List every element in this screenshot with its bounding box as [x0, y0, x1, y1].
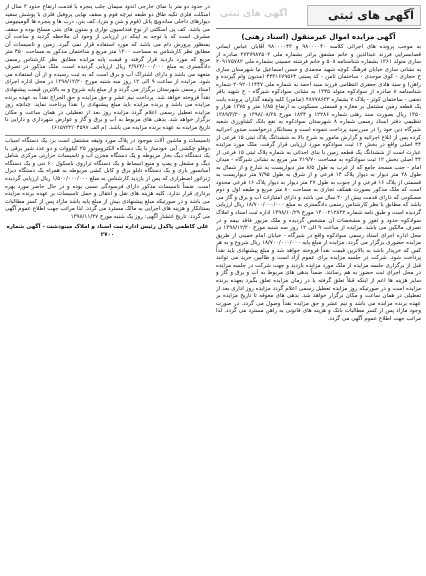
ad-body-left-top: در حدود دو متر با نمای خارجی اندود سیمان جلب پنجره با قدمت ارتفاع حدود ۳ سال از اسکلت فلزی تکیه طاق دو طبقه تیرچه فوم و سقف نهایی پروفیل فلزی با پوشش سفید دیوارهای داخلی ساندویچ پانل (فوم و شن و بتن)، کف بتن، درب ها و پنجره ها آلومینیومی می باشد. کف پی اسکلتی از نوع فنداسیون نواری و ستون های بتنی مسلح بوده و سقف مشرف است که با توجه به اینکه در ارزیابی از وجود آن ملاحظه گردید و ساخت آن بمنظور پرورش دام می باشد که مورد استفاده قرار نمی گیرد. زمین و تاسیسات آن مطابق نظر کارشناس به مساحت ۱۲۰۰ متر مربع و ساختمان مذکور به مساحت ۴۵۰ متر مربع که مورد بازدید قرار گرفته و قیمت پایه مزایده مطابق نظر کارشناس رسمی دادگستری به مبلغ ۲/۹۶۴/۰۰۰/۰۰۰ ریال ارزیابی گردیده است. ملک مذکور در تصرف متعهد می باشد و دارای اشتراک آب و برق است که به ثبت رسیده و از آن استفاده می شود. مزایده از ساعت ۹ الی ۱۲ روز سه شنبه مورخ ۱۳۹۸/۱۲/۲۰ در محل اداره اجرای اسناد رسمی شهرستان برگزار می گردد و از مبلغ پایه شروع و به بالاترین قیمت پیشنهادی نقداً فروخته خواهد شد. پرداخت نیم عشر و حق مزایده و حق الحراج نقداً به عهده برنده مزایده می باشد و برنده مزایده باید مبلغ پیشنهادی را نقداً پرداخت نماید. چنانچه روز مزایده تعطیل رسمی اعلام گردد مزایده روز بعد از تعطیلی در همان ساعت و مکان برگزار خواهد شد. بدهی های مربوط به آب و برق و گاز و عوارض شهرداری و دارایی تا تاریخ مزایده به عهده برنده مزایده می باشد. (م الف ۶۱۵۷۳۲/۰۴۵۹۷): [5, 4, 210, 131]
left-column: [5, 4, 210, 570]
ad-title: آگهی مزایده اموال غیرمنقول (اسناد رهنی): [241, 32, 396, 41]
signature: علی کاظمی پاکدل رئیس اداره ثبت اسناد و املاک مینودشت - آگهی شماره ۲۷۰۰: [6, 224, 209, 238]
section-title: آگهی های ثبتی: [327, 8, 414, 22]
ad-body-right: به موجب پرونده های اجرائی کلاسه ۹۸۰۰۰۰۴۰ و ۹۸۰۰۰۰۴۳ آقایان عباس ایمانی قصابسرایی فرزند عبدالدین و خانم مشفق برادر بشماره ملی ۲۷۳۷۹۸۲۵۰۲ صادره از ساری متولد ۱۳۶۱ بشماره شناسنامه ۵۰۸ و خانم فرشته حسینی بشماره ملی ۲۰۹۱۷۵۷۸۲ به نشانی ساری خیابان فرهنگ کوچه شهید محمدی و حسن اسماعیل نیا شهرستان ساری خ حجازی - کوی موحدی - ساختمان ثامن - کد پستی ۴۴۳۱۶۷۹۵۶۴ (مدیون وام گیرنده و راهن) و سید هادی جعفری انتظامی فرزند سید احمد به شماره ملی ۲۰۹۲۰۱۱۴۴۷ شماره شناسنامه ۸ صادره از سوادکوه متولد ۱۳۴۵ به نشانی سوادکوه شیرگاه - خ شهید باقر نجفی - ساختمان کوثر - پلاک ۷ بشماره ۴۸۷۷۸۶۳۳ (ضامن) کلیه وثیقه گذاران پرونده بابت یک قطعه زمین مشتمل بر مغازه و قسمتی مسکونی به ارتفاع ۱/۸۵ متر و ۱۳۷۵ هزار و ۱۳۵۰ ریال بصورت سند رهنی شماره ۱۲۲۸۶ و ۱۸۳۴ مورخ ۱۳۹۸/۰۸/۲۸ و ۱۳۸۹/۳/۲۰ تنظیمی دفتر اسناد رسمی شماره ۸ شهرستان سوادکوه به نفع بانک کشاورزی شعبه شیرگاه دین خود را در سررسید پرداخت ننموده است و بستانکار درخواست صدور اجرائیه کرده پس از ابلاغ اجرائیه و گزارش مامور به شرح بالا به ششدانگ پلاک ثبتی ۱۵ فرعی از ۴۴ اصلی واقع در بخش ۱۲ ثبت سوادکوه مورد ارزیابی قرار گرفت. ملک مورد مزایده عبارت است از ششدانگ یک قطعه زمین با بنای احداثی به شماره پلاک ثبتی ۱۵ فرعی از ۴۴ اصلی بخش ۱۲ ثبت سوادکوه به مساحت ۲۱۹/۷۰ متر مربع به نشانی شیرگاه - میدان امام - جنب مسجد جامع که از غرب به طول ۸/۵ متر دیواریست به شارع و از شمال به طول ۲۸ متر دیوار به دیوار پلاک ۱۴ فرعی و از شرق به طول ۷/۹۵ متر دیواریست به قسمتی از پلاک ۱۶ فرعی و از جنوب به طول ۲۷ متر دیوار به دیوار پلاک ۱۶ فرعی محدود است که ملک مذکور بصورت همکف تجاری به مساحت ۸۰ متر مربع و طبقه اول و دوم مسکونی که دارای قدمت بیش از ۲۰ سال می باشد و دارای امتیازات آب و برق و گاز می باشد که مطابق با نظر کارشناس رسمی دادگستری به مبلغ ۱۸/۷۰۰/۰۰۰/۰۰۰ ریال ارزیابی گردیده است و طبق نامه شماره ۱۴۰۰۲۱۲۸۳۲ مورخ ۱۳۹۸/۱۰/۲۹ اداره ثبت اسناد و املاک سوادکوه حدود و ثغور و مشخصات آن مشخص گردیده و ملک مزبور فاقد بیمه و در تصرف مالکین می باشد. مزایده از ساعت ۹ الی ۱۲ روز سه شنبه مورخ ۱۳۹۸/۱۲/۲۰ در محل اداره اجرای اسناد رسمی سوادکوه واقع در شیرگاه - خیابان امام خمینی از طریق مزایده حضوری برگزار می گردد. مزایده از مبلغ پایه ۱۸/۷۰۰/۰۰۰/۰۰۰ ریال شروع و به هر کس که خریدار باشد به بالاترین قیمت نقداً فروخته خواهد شد و مبلغ پیشنهادی باید نقداً پرداخت شود. شرکت در جلسه مزایده برای عموم آزاد است و طالبین خرید می توانند قبل از برگزاری جلسه مزایده از ملک مورد مزایده بازدید و جهت شرکت در جلسه مزایده در محل اجرای ثبت حضور به هم رسانند. ضمناً بدهی های مربوط به آب و برق و گاز و سایر هزینه ها اعم از اینکه قبلاً تعلق گرفته یا در زمان مزایده تعلق بگیرد بعهده برنده مزایده است و در صورتیکه روز مزایده تعطیل رسمی اعلام گردد مزایده روز اداری بعد از تعطیلی در همان ساعت و مکان برگزار خواهد شد. بدهی های معوقه تا تاریخ مزایده بر عهده برنده مزایده می باشد و نیم عشر و حق مزایده نقداً وصول می گردد. در صورت وجود مازاد پس از کسر مطالبات بانک و هزینه های قانونی به راهن مسترد می گردد. لذا مراتب جهت اطلاع عموم آگهی می گردد.: [216, 44, 421, 322]
columns: [5, 4, 421, 570]
header-title-box: [307, 5, 421, 26]
section-header: [216, 4, 421, 29]
ad-body-left-bottom: تاسیسات و ماشین آلات موجود در پلاک مورد وثیقه مشتمل است بر: یک دستگاه اسیاب دوقلو چکشی آبی خودساز با یک دستگاه الکتروموتور ۲۵ کیلووات و دو عدد شیر برقی با یک دستگاه دیگ بخار مربوطه و یک دستگاه مخزن آب و تاسیسات حرارتی مرکزی شامل دیگ و مشعل و پمپ و منبع انبساط و یک دستگاه ترازوی باسکول ۶۰ تنی و یک دستگاه آسانسور باری و یک دستگاه تابلو برق و کابل کشی مربوطه به همراه یک دستگاه دیزل ژنراتور اضطراری که پس از بازدید کارشناس به مبلغ ۱/۵۰۰/۰۰۰/۰۰۰ ریال ارزیابی گردیده است. ضمناً تاسیسات مذکور دارای فرسودگی نسبی بوده و در حال حاضر مورد بهره برداری قرار ندارد. کلیه هزینه های نقل و انتقال و حمل تاسیسات بر عهده برنده مزایده می باشد و در صورتیکه مبلغ پیشنهادی بیش از مبلغ پایه باشد مازاد پس از کسر مطالبات بستانکار و هزینه های اجرایی به مالک مسترد می گردد. لذا مراتب جهت اطلاع عموم آگهی می گردد. تاریخ انتشار آگهی: روز یک شنبه مورخ ۱۳۹۸/۱۱/۲۷: [5, 138, 210, 220]
divider: [5, 135, 210, 136]
header-watermark: آگهی های ثبتی: [220, 9, 288, 19]
right-column: [216, 4, 421, 570]
